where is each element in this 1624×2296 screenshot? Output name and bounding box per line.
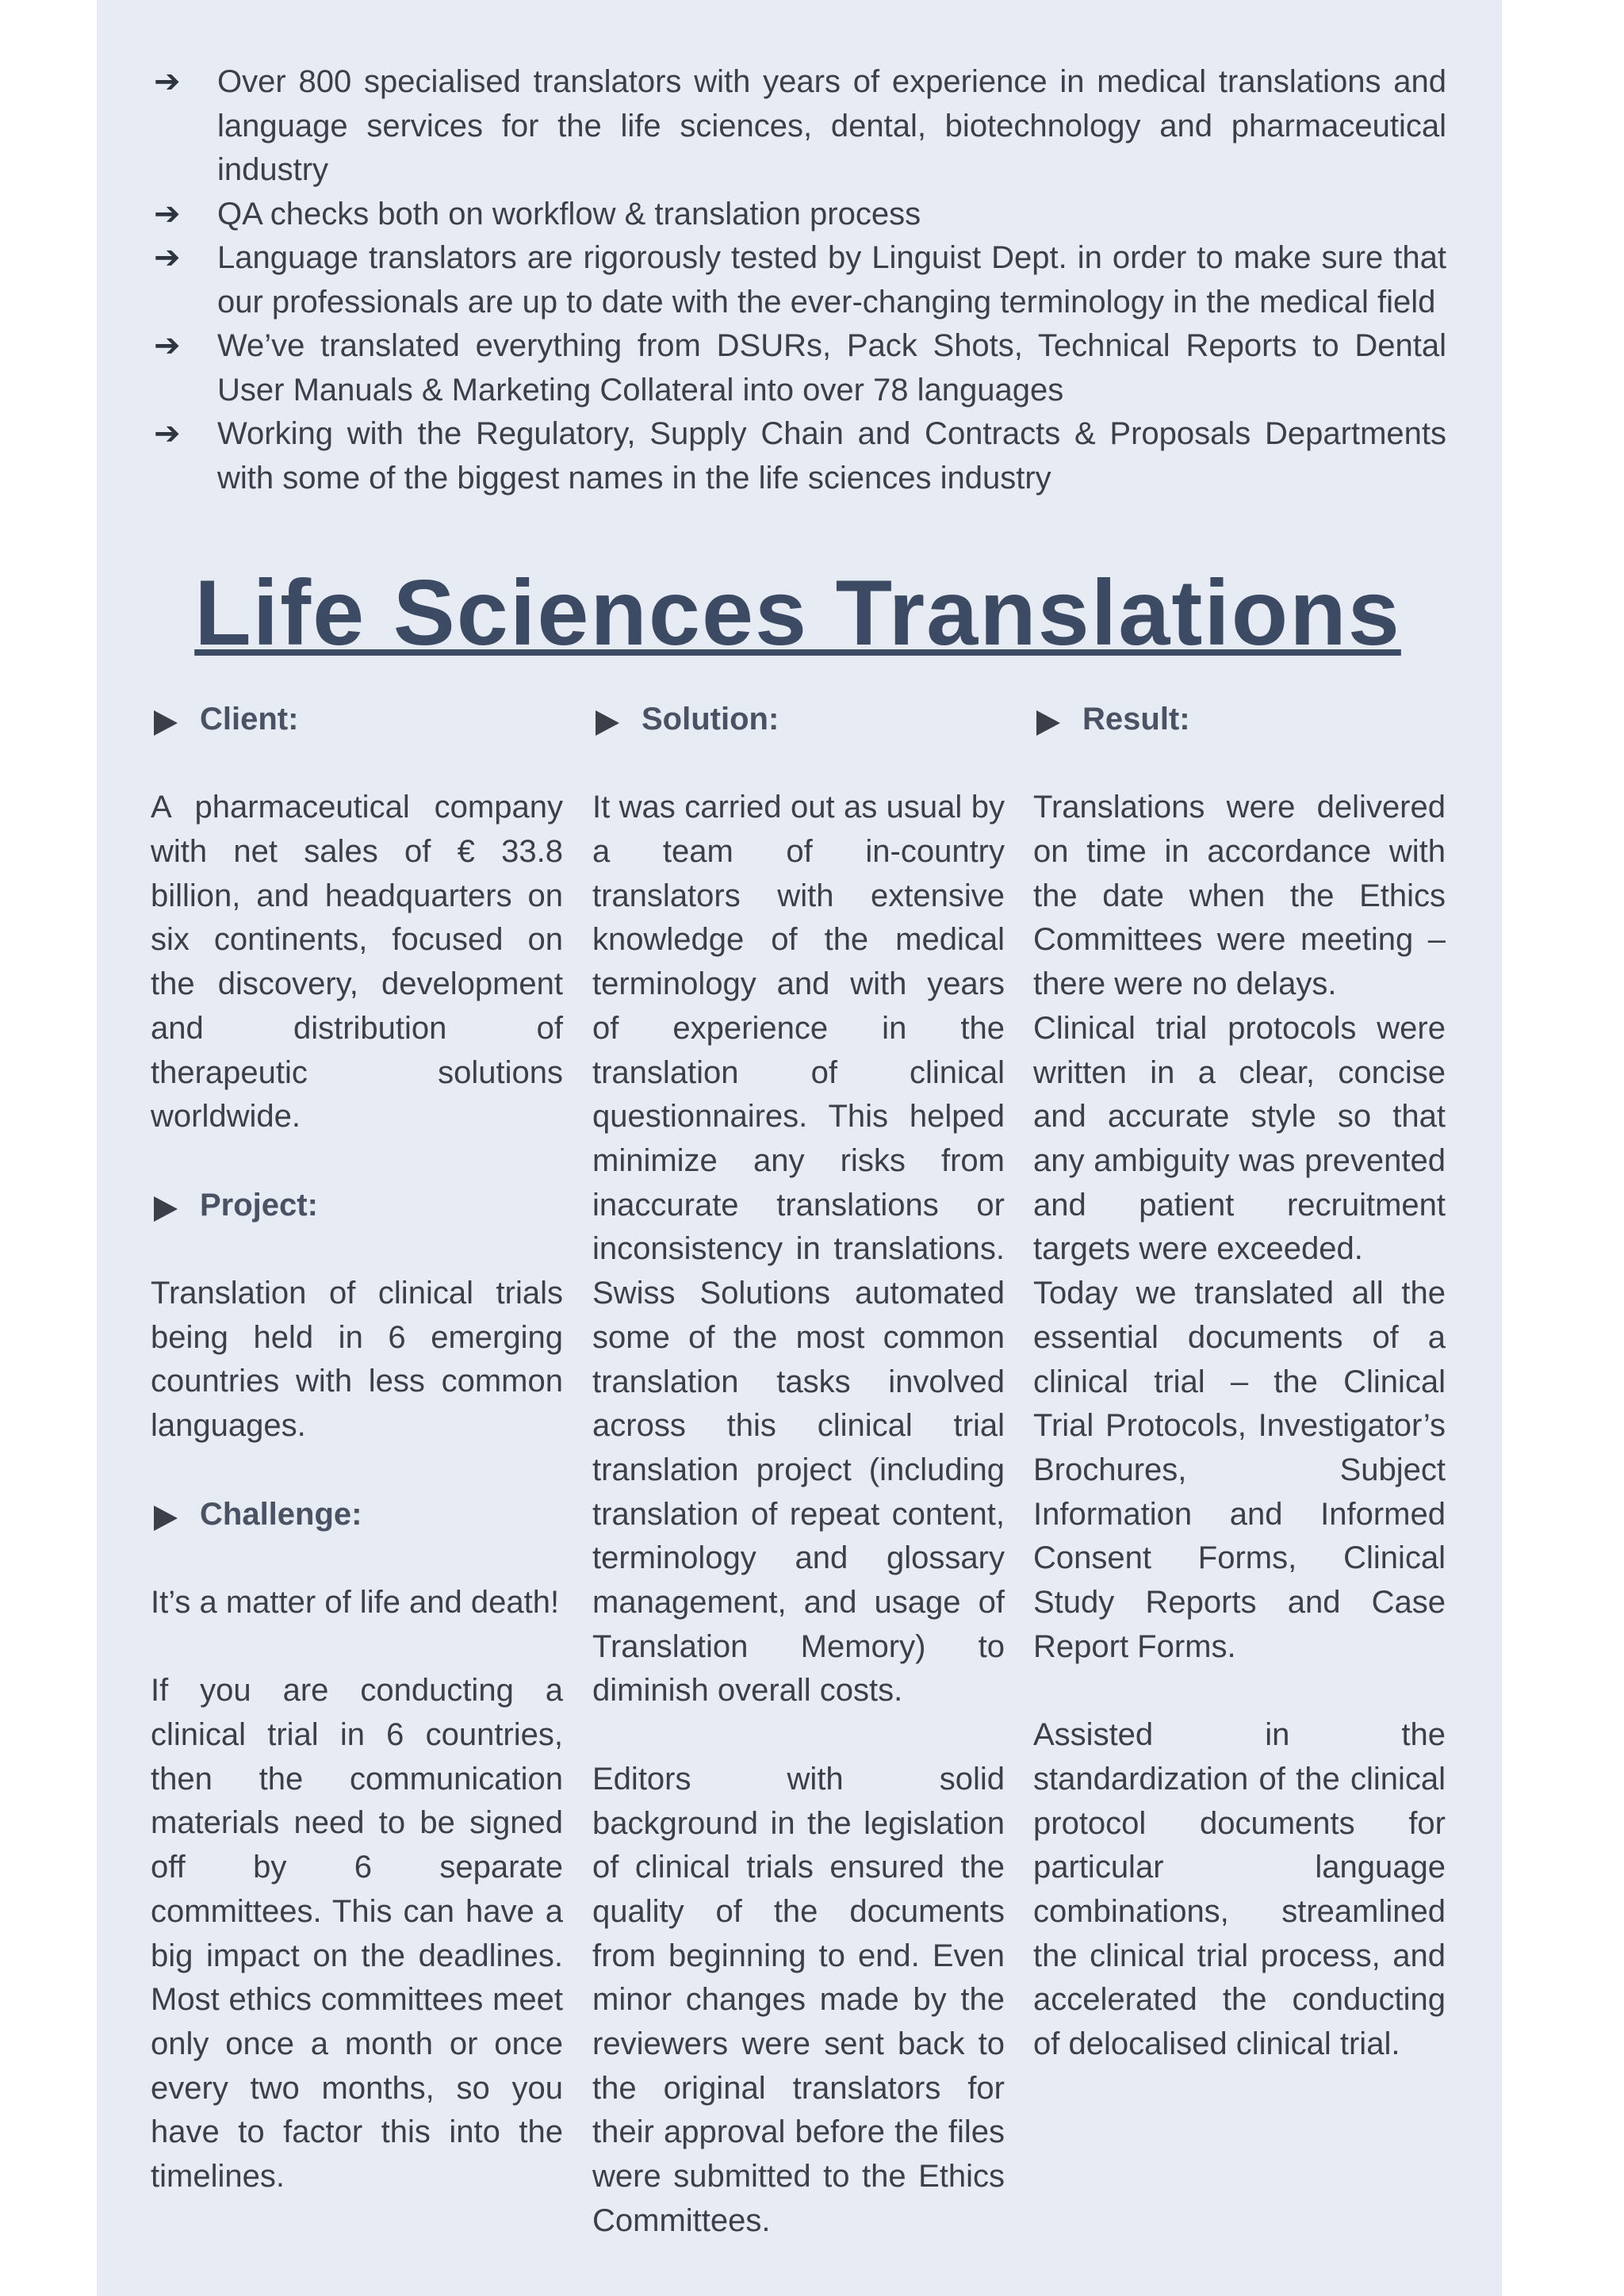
- bullet-text: Language translators are rigorously tested by Linguist Dept. in order to make sure that our professionals are up to date with the ever-changing terminology in the medical field: [217, 240, 1446, 320]
- result-heading: [1033, 698, 1446, 742]
- bullet-item: [152, 236, 1446, 324]
- solution-text: Editors with solid background in the legislation of clinical trials ensured the quality of the documents from beginning to end. Even minor changes made by the reviewers were sent back to the original translators for their approval before the files were submitted to the Ethics Committees.: [592, 1761, 1005, 2238]
- client-heading-label: Client:: [200, 702, 299, 737]
- challenge-text: It’s a matter of life and death!: [151, 1584, 560, 1620]
- play-triangle-icon: [154, 1196, 178, 1222]
- right-arrow-icon: ➔: [154, 239, 181, 276]
- result-text: Today we translated all the essential documents of a clinical trial – the Clinical Trial Protocols, Investigator’s Brochures, Subject Information and Informed Consent Forms, Clinical Study Reports and Case Report Forms.: [1033, 1276, 1446, 1664]
- result-text: Clinical trial protocols were written in a clear, concise and accurate style so that any ambiguity was prevented and patient recruitment targets were exceeded.: [1033, 1010, 1446, 1267]
- project-text: Translation of clinical trials being held in 6 emerging countries with less common languages.: [151, 1276, 563, 1444]
- solution-text: It was carried out as usual by a team of in-country translators with extensive knowledge of the medical terminology and with years of experience in the translation of clinical questionnaires. This helped minimize any risks from inaccurate translations or inconsistency in translations. Swiss Solutions automated some of the most common translation tasks involved across this clinical trial translation project (including translation of repeat content, terminology and glossary management, and usage of Translation Memory) to diminish overall costs.: [592, 790, 1005, 1709]
- play-triangle-icon: [154, 1506, 178, 1531]
- challenge-text: If you are conducting a clinical trial in 6 countries, then the communication materials need to be signed off by 6 separate committees. This can have a big impact on the deadlines. Most ethics committees meet only once a month or once every two months, so you have to factor this into the timelines.: [151, 1673, 563, 2195]
- client-heading: [151, 698, 563, 742]
- result-text: Assisted in the standardization of the clinical protocol documents for particular language combinations, streamlined the clinical trial process, and accelerated the conducting of delocalised clinical trial.: [1033, 1717, 1446, 2062]
- bullet-item: [152, 412, 1446, 500]
- feature-bullet-list: [152, 60, 1446, 500]
- bullet-text: Working with the Regulatory, Supply Chain and Contracts & Proposals Departments with some of the biggest names in the life sciences industry: [217, 416, 1446, 496]
- bullet-text: QA checks both on workflow & translation process: [217, 196, 921, 232]
- bullet-item: [152, 193, 1446, 237]
- column-client: [151, 698, 563, 2199]
- solution-heading: [592, 698, 1005, 742]
- right-arrow-icon: ➔: [154, 63, 181, 100]
- column-solution: [592, 698, 1005, 2244]
- bullet-text: We’ve translated everything from DSURs, Pack Shots, Technical Reports to Dental User Manuals & Marketing Collateral into over 78 languages: [217, 328, 1446, 408]
- right-arrow-icon: ➔: [154, 327, 181, 364]
- right-arrow-icon: ➔: [154, 415, 181, 452]
- bullet-item: [152, 324, 1446, 412]
- play-triangle-icon: [1036, 710, 1060, 736]
- page-title: Life Sciences Translations: [194, 561, 1401, 664]
- project-heading-label: Project:: [200, 1187, 318, 1223]
- challenge-heading: [151, 1493, 563, 1537]
- play-triangle-icon: [154, 710, 178, 736]
- bullet-item: [152, 60, 1446, 193]
- bullet-text: Over 800 specialised translators with years of experience in medical translations and language services for the life sciences, dental, biotechnology and pharmaceutical industry: [217, 64, 1446, 187]
- challenge-heading-label: Challenge:: [200, 1496, 362, 1532]
- right-arrow-icon: ➔: [154, 195, 181, 232]
- result-text: Translations were delivered on time in accordance with the date when the Ethics Committees were meeting – there were no delays.: [1033, 790, 1446, 1002]
- client-text: A pharmaceutical company with net sales of € 33.8 billion, and headquarters on six continents, focused on the discovery, development and distribution of therapeutic solutions worldwide.: [151, 790, 563, 1135]
- column-result: [1033, 698, 1446, 2067]
- solution-heading-label: Solution:: [642, 702, 779, 737]
- result-heading-label: Result:: [1082, 702, 1190, 737]
- project-heading: [151, 1184, 563, 1228]
- play-triangle-icon: [596, 710, 619, 736]
